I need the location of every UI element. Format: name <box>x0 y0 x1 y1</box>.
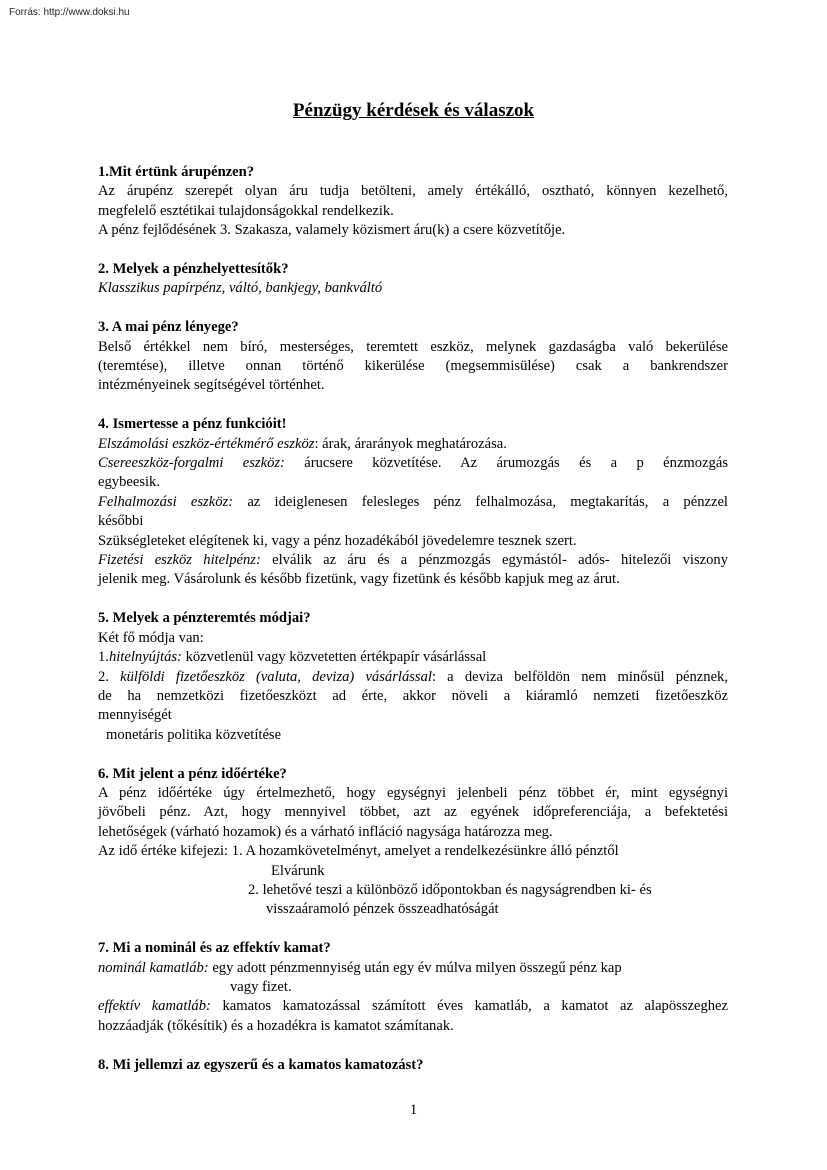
answer-line <box>98 997 728 1016</box>
term: hitelnyújtás: <box>108 649 182 666</box>
term: Csereeszköz-forgalmi eszköz: <box>98 455 285 472</box>
question-1 <box>98 163 728 241</box>
definition: egy adott pénzmennyiség után egy év múlva milyen összegű pénz kap <box>208 959 622 976</box>
answer-line: Elvárunk <box>271 862 325 879</box>
answer-line: Klasszikus papírpénz, váltó, bankjegy, bankváltó <box>98 280 383 297</box>
question-5 <box>98 609 728 745</box>
question-7 <box>98 939 728 1036</box>
question-heading: 3. A mai pénz lényege? <box>98 319 239 336</box>
answer-line: Két fő módja van: <box>98 629 204 646</box>
answer-line: visszaáramoló pénzek összeadhatóságát <box>266 901 499 918</box>
question-heading: 5. Melyek a pénzteremtés módjai? <box>98 610 311 627</box>
document-title: Pénzügy kérdések és válaszok <box>292 100 535 121</box>
answer-line: megfelelő esztétikai tulajdonságokkal rendelkezik. <box>98 202 394 219</box>
question-heading: 4. Ismertesse a pénz funkcióit! <box>98 416 287 433</box>
answer-line: vagy fizet. <box>230 978 292 995</box>
term: effektív kamatláb: <box>98 998 211 1015</box>
question-heading: 7. Mi a nominál és az effektív kamat? <box>98 940 331 957</box>
question-4 <box>98 415 728 590</box>
answer-line: Belső értékkel nem bíró, mesterséges, teremtett eszköz, melynek gazdaságba való bekerülése <box>98 338 728 355</box>
answer-line: egybeesik. <box>98 474 161 491</box>
list-number: 2. <box>98 668 121 685</box>
term: Fizetési eszköz hitelpénz: <box>98 552 261 569</box>
answer-line: későbbi <box>98 513 144 530</box>
question-3 <box>98 318 728 396</box>
answer-line: hozzáadják (tőkésítik) és a hozadékra is kamatot számítanak. <box>98 1017 454 1034</box>
list-number: 1. <box>98 649 109 666</box>
answer-line <box>98 435 728 454</box>
term: nominál kamatláb: <box>98 959 209 976</box>
definition: : árak, árarányok meghatározása. <box>314 435 507 452</box>
answer-line: A pénz fejlődésének 3. Szakasza, valamely közismert áru(k) a csere közvetítője. <box>98 222 566 239</box>
answer-line <box>98 454 728 473</box>
answer-line: monetáris politika közvetítése <box>106 726 282 743</box>
answer-line: 2. lehetővé teszi a különböző időpontokban és nagyságrendben ki- és <box>248 881 652 898</box>
answer-line <box>98 648 728 667</box>
definition: árucsere közvetítése. Az árumozgás és a p énzmozgás <box>284 455 728 472</box>
term: Elszámolási eszköz-értékmérő eszköz <box>98 435 315 452</box>
answer-line <box>98 668 728 687</box>
question-6 <box>98 765 728 920</box>
question-heading: 8. Mi jellemzi az egyszerű és a kamatos kamatozást? <box>98 1056 424 1073</box>
source-note: Forrás: http://www.doksi.hu <box>9 7 130 18</box>
answer-line: Az idő értéke kifejezi: 1. A hozamkövetelményt, amelyet a rendelkezésünkre álló pénztől <box>98 843 619 860</box>
definition: az ideiglenesen felesleges pénz felhalmozása, megtakarítás, a pénzzel <box>233 493 728 510</box>
definition: elválik az áru és a pénzmozgás egymástól- adós- hitelezői viszony <box>260 552 729 569</box>
answer-line: (teremtése), illetve onnan történő kikerülése (megsemmisülése) csak a bankrendszer <box>98 358 728 375</box>
answer-line: Szükségleteket elégítenek ki, vagy a pénz hozadékából jövedelemre tesznek szert. <box>98 532 577 549</box>
answer-line: lehetőségek (várható hozamok) és a várható infláció nagysága határozza meg. <box>98 823 553 840</box>
term: külföldi fizetőeszköz (valuta, deviza) vásárlással <box>120 668 432 685</box>
question-heading: 1.Mit értünk árupénzen? <box>98 164 255 180</box>
definition: kamatos kamatozással számított éves kamatláb, a kamatot az alapösszeghez <box>210 998 729 1015</box>
page-number: 1 <box>409 1102 418 1118</box>
document-body <box>98 163 728 1075</box>
definition: közvetlenül vagy közvetetten értékpapír vásárlással <box>181 649 487 666</box>
answer-line: mennyiségét <box>98 707 172 724</box>
answer-line: de ha nemzetközi fizetőeszközt ad érte, akkor növeli a kiáramló nemzeti fizetőeszköz <box>98 687 728 704</box>
question-2 <box>98 260 728 299</box>
answer-line: Az árupénz szerepét olyan áru tudja betölteni, amely értékálló, osztható, könnyen kezelhető, <box>98 183 728 200</box>
term: Felhalmozási eszköz: <box>98 493 234 510</box>
answer-line: jelenik meg. Vásárolunk és később fizetünk, vagy fizetünk és később kapjuk meg az árut. <box>98 571 620 588</box>
answer-line: jövőbeli pénz. Azt, hogy mennyivel többet, azt az egyének időpreferenciája, a befektetési <box>98 804 728 821</box>
question-heading: 6. Mit jelent a pénz időértéke? <box>98 765 287 782</box>
question-8 <box>98 1056 728 1075</box>
answer-line <box>98 551 728 570</box>
answer-line <box>98 493 728 512</box>
question-heading: 2. Melyek a pénzhelyettesítők? <box>98 261 289 278</box>
answer-line <box>98 959 728 978</box>
definition: : a deviza belföldön nem minősül pénznek, <box>431 668 728 685</box>
answer-line: A pénz időértéke úgy értelmezhető, hogy egységnyi jelenbeli pénz többet ér, mint egységnyi <box>98 784 728 801</box>
answer-line: intézményeinek segítségével történhet. <box>98 377 325 394</box>
